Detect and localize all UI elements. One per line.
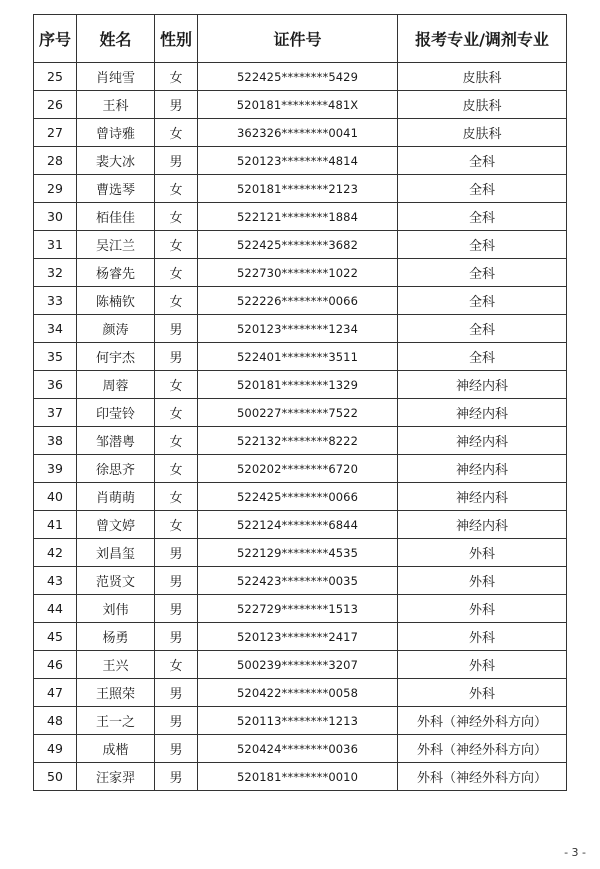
cell-gender: 男 (155, 763, 198, 791)
cell-id: 522132********8222 (198, 427, 398, 455)
cell-name: 曾文婷 (77, 511, 155, 539)
column-header-specialty: 报考专业/调剂专业 (398, 15, 567, 63)
cell-specialty: 神经内科 (398, 399, 567, 427)
cell-name: 杨勇 (77, 623, 155, 651)
table-row (34, 427, 567, 455)
cell-specialty: 外科 (398, 539, 567, 567)
cell-gender: 男 (155, 735, 198, 763)
cell-seq: 43 (34, 567, 77, 595)
table-row (34, 567, 567, 595)
cell-name: 王一之 (77, 707, 155, 735)
cell-seq: 45 (34, 623, 77, 651)
cell-seq: 37 (34, 399, 77, 427)
cell-name: 肖纯雪 (77, 63, 155, 91)
cell-name: 汪家羿 (77, 763, 155, 791)
cell-name: 刘伟 (77, 595, 155, 623)
cell-seq: 28 (34, 147, 77, 175)
table-row (34, 483, 567, 511)
column-header-id: 证件号 (198, 15, 398, 63)
cell-gender: 女 (155, 259, 198, 287)
table-row (34, 343, 567, 371)
cell-name: 颜涛 (77, 315, 155, 343)
cell-specialty: 全科 (398, 175, 567, 203)
cell-gender: 男 (155, 567, 198, 595)
cell-gender: 男 (155, 539, 198, 567)
cell-name: 曾诗雅 (77, 119, 155, 147)
cell-seq: 44 (34, 595, 77, 623)
cell-id: 522401********3511 (198, 343, 398, 371)
cell-seq: 31 (34, 231, 77, 259)
table-row (34, 231, 567, 259)
cell-id: 522226********0066 (198, 287, 398, 315)
cell-gender: 女 (155, 175, 198, 203)
cell-name: 肖萌萌 (77, 483, 155, 511)
column-header-name: 姓名 (77, 15, 155, 63)
cell-specialty: 外科 (398, 651, 567, 679)
table-row (34, 63, 567, 91)
cell-gender: 女 (155, 427, 198, 455)
cell-id: 522425********3682 (198, 231, 398, 259)
cell-name: 邹潜粤 (77, 427, 155, 455)
cell-seq: 33 (34, 287, 77, 315)
cell-specialty: 皮肤科 (398, 119, 567, 147)
cell-specialty: 外科 (398, 595, 567, 623)
table-row (34, 595, 567, 623)
cell-id: 520113********1213 (198, 707, 398, 735)
table-body (34, 63, 567, 791)
cell-id: 520422********0058 (198, 679, 398, 707)
table-row (34, 147, 567, 175)
page-number: - 3 - (564, 846, 586, 859)
cell-seq: 38 (34, 427, 77, 455)
cell-id: 500227********7522 (198, 399, 398, 427)
cell-id: 522121********1884 (198, 203, 398, 231)
cell-specialty: 神经内科 (398, 483, 567, 511)
cell-id: 522425********5429 (198, 63, 398, 91)
header-row (34, 15, 567, 63)
table-row (34, 203, 567, 231)
cell-id: 522124********6844 (198, 511, 398, 539)
cell-id: 522423********0035 (198, 567, 398, 595)
cell-id: 522730********1022 (198, 259, 398, 287)
cell-seq: 49 (34, 735, 77, 763)
cell-specialty: 全科 (398, 147, 567, 175)
cell-id: 520181********2123 (198, 175, 398, 203)
column-header-gender: 性别 (155, 15, 198, 63)
table-row (34, 287, 567, 315)
table-row (34, 539, 567, 567)
table-row (34, 623, 567, 651)
cell-name: 吴江兰 (77, 231, 155, 259)
cell-gender: 女 (155, 399, 198, 427)
cell-specialty: 神经内科 (398, 427, 567, 455)
cell-gender: 女 (155, 231, 198, 259)
cell-name: 印莹铃 (77, 399, 155, 427)
cell-name: 杨睿先 (77, 259, 155, 287)
table-row (34, 315, 567, 343)
cell-name: 王科 (77, 91, 155, 119)
column-header-seq: 序号 (34, 15, 77, 63)
cell-id: 520424********0036 (198, 735, 398, 763)
cell-name: 成楷 (77, 735, 155, 763)
cell-gender: 男 (155, 91, 198, 119)
table-row (34, 707, 567, 735)
cell-gender: 男 (155, 623, 198, 651)
cell-name: 王照荣 (77, 679, 155, 707)
table-row (34, 735, 567, 763)
table-header (34, 15, 567, 63)
cell-specialty: 全科 (398, 343, 567, 371)
table-row (34, 511, 567, 539)
cell-name: 陈楠钦 (77, 287, 155, 315)
cell-specialty: 全科 (398, 231, 567, 259)
cell-specialty: 全科 (398, 203, 567, 231)
cell-seq: 39 (34, 455, 77, 483)
cell-specialty: 神经内科 (398, 455, 567, 483)
cell-gender: 女 (155, 119, 198, 147)
table-row (34, 651, 567, 679)
cell-name: 裴大冰 (77, 147, 155, 175)
cell-seq: 48 (34, 707, 77, 735)
cell-specialty: 外科 (398, 567, 567, 595)
cell-specialty: 全科 (398, 259, 567, 287)
table-row (34, 175, 567, 203)
candidate-table (33, 14, 567, 791)
table-row (34, 259, 567, 287)
cell-specialty: 外科 (398, 623, 567, 651)
table-row (34, 119, 567, 147)
cell-gender: 男 (155, 343, 198, 371)
cell-specialty: 皮肤科 (398, 63, 567, 91)
cell-specialty: 外科（神经外科方向） (398, 735, 567, 763)
cell-specialty: 外科（神经外科方向） (398, 707, 567, 735)
cell-id: 520202********6720 (198, 455, 398, 483)
cell-specialty: 神经内科 (398, 511, 567, 539)
cell-gender: 女 (155, 455, 198, 483)
cell-seq: 32 (34, 259, 77, 287)
table-row (34, 455, 567, 483)
cell-name: 曹选琴 (77, 175, 155, 203)
cell-seq: 34 (34, 315, 77, 343)
cell-gender: 女 (155, 651, 198, 679)
cell-specialty: 外科（神经外科方向） (398, 763, 567, 791)
table-row (34, 763, 567, 791)
cell-id: 522729********1513 (198, 595, 398, 623)
cell-seq: 35 (34, 343, 77, 371)
cell-id: 520181********0010 (198, 763, 398, 791)
cell-seq: 26 (34, 91, 77, 119)
cell-seq: 42 (34, 539, 77, 567)
cell-id: 520123********1234 (198, 315, 398, 343)
cell-gender: 女 (155, 511, 198, 539)
cell-name: 何宇杰 (77, 343, 155, 371)
cell-id: 362326********0041 (198, 119, 398, 147)
cell-name: 范贤文 (77, 567, 155, 595)
cell-seq: 41 (34, 511, 77, 539)
table-row (34, 679, 567, 707)
cell-gender: 女 (155, 483, 198, 511)
cell-id: 520181********481X (198, 91, 398, 119)
cell-gender: 女 (155, 63, 198, 91)
cell-id: 522129********4535 (198, 539, 398, 567)
cell-gender: 男 (155, 315, 198, 343)
cell-seq: 50 (34, 763, 77, 791)
cell-seq: 30 (34, 203, 77, 231)
cell-id: 520123********4814 (198, 147, 398, 175)
cell-id: 520181********1329 (198, 371, 398, 399)
cell-gender: 女 (155, 371, 198, 399)
cell-specialty: 全科 (398, 315, 567, 343)
cell-name: 周蓉 (77, 371, 155, 399)
cell-specialty: 神经内科 (398, 371, 567, 399)
cell-gender: 男 (155, 147, 198, 175)
cell-gender: 男 (155, 595, 198, 623)
cell-specialty: 外科 (398, 679, 567, 707)
cell-gender: 男 (155, 679, 198, 707)
cell-id: 500239********3207 (198, 651, 398, 679)
cell-gender: 男 (155, 707, 198, 735)
cell-seq: 46 (34, 651, 77, 679)
cell-id: 520123********2417 (198, 623, 398, 651)
cell-seq: 29 (34, 175, 77, 203)
cell-gender: 女 (155, 287, 198, 315)
cell-name: 王兴 (77, 651, 155, 679)
cell-seq: 27 (34, 119, 77, 147)
cell-seq: 25 (34, 63, 77, 91)
cell-name: 徐思齐 (77, 455, 155, 483)
cell-seq: 40 (34, 483, 77, 511)
cell-gender: 女 (155, 203, 198, 231)
cell-specialty: 皮肤科 (398, 91, 567, 119)
cell-name: 栢佳佳 (77, 203, 155, 231)
cell-seq: 47 (34, 679, 77, 707)
cell-name: 刘昌玺 (77, 539, 155, 567)
cell-id: 522425********0066 (198, 483, 398, 511)
table-row (34, 399, 567, 427)
cell-specialty: 全科 (398, 287, 567, 315)
table-row (34, 371, 567, 399)
table-row (34, 91, 567, 119)
cell-seq: 36 (34, 371, 77, 399)
